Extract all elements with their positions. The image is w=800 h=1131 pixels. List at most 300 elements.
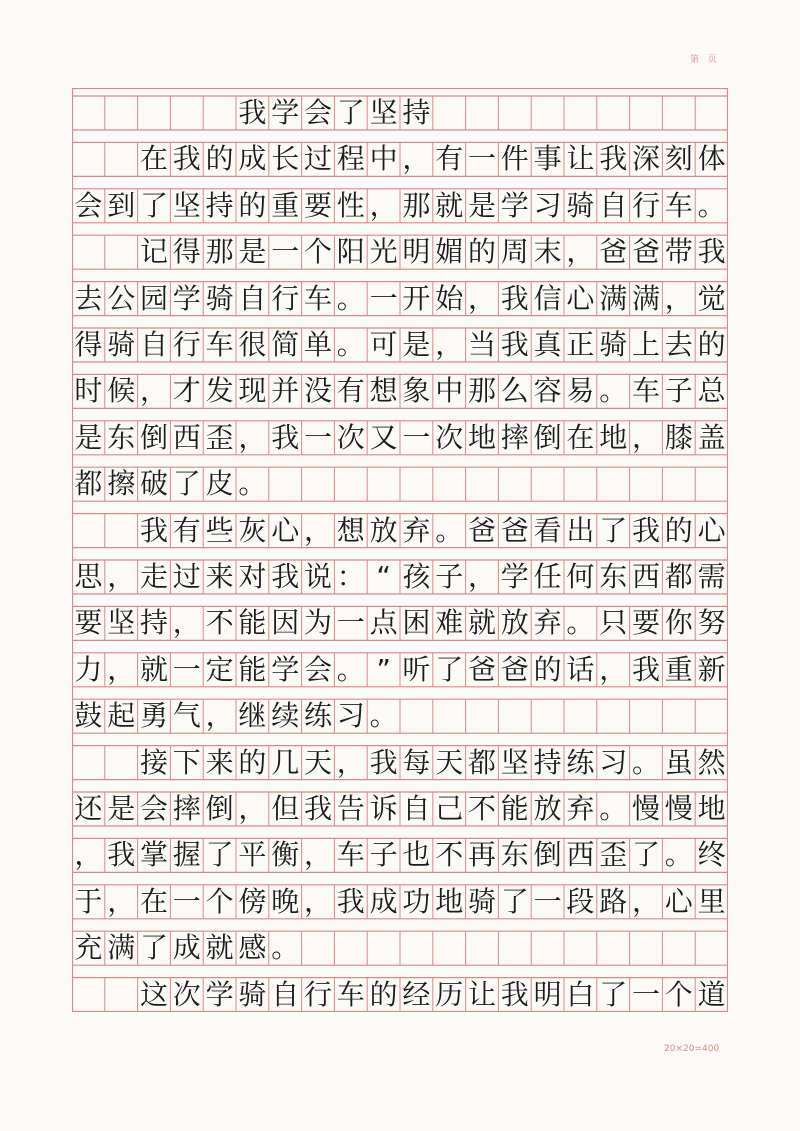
grid-character: 起 [107,699,136,733]
grid-character: 车 [303,281,332,315]
grid-character: 会 [74,188,103,222]
grid-character: 行 [303,977,332,1011]
grid-character: 了 [435,652,464,686]
grid-character: 深 [631,142,660,176]
grid-character: 自 [402,792,431,825]
grid-character: 一 [369,281,398,315]
grid-character: 可 [369,328,398,361]
grid-character: 我 [500,328,529,361]
grid-character: 就 [435,188,464,222]
grid-character: 。 [566,606,595,640]
grid-character: 地 [467,420,496,454]
grid-character: 天 [435,745,464,779]
grid-character: 车 [664,188,693,222]
grid-character: 满 [599,281,628,315]
grid-character: 虽 [664,745,693,779]
grid-character: 长 [271,142,300,176]
grid-character: 开 [402,281,431,315]
grid-character: 一 [467,142,496,176]
grid-character: 骑 [566,188,595,222]
grid-character: 了 [139,931,168,965]
grid-character [105,514,138,548]
grid-character: 。 [271,931,300,965]
grid-character: 。 [599,374,628,408]
grid-character: 习 [336,699,365,733]
grid-character [105,235,138,269]
grid-character: 满 [107,931,136,965]
grid-character: 功 [402,884,431,918]
grid-character: 园 [139,281,168,315]
grid-character: 事 [533,142,562,176]
grid-character: 持 [205,188,234,222]
grid-character: 掌 [139,838,168,872]
grid-character: 当 [467,328,496,361]
grid-character: 骑 [599,328,628,361]
grid-character: 鼓 [74,699,103,733]
grid-character: 勇 [139,699,168,733]
grid-character: 的 [467,235,496,269]
grid-character: 练 [303,699,332,733]
grid-character: 单 [303,328,332,361]
grid-character: 我 [139,513,168,547]
grid-character [72,514,105,548]
grid-character: 末 [533,235,562,269]
grid-character: 子 [664,374,693,408]
grid-character: ， [467,560,496,593]
grid-character: 东 [500,838,529,872]
grid-character: 一 [631,977,660,1011]
grid-character: 的 [533,652,562,686]
grid-character: 走 [139,560,168,593]
grid-character: 一 [303,420,332,454]
grid-character: 学 [205,977,234,1011]
grid-character: ， [172,606,201,640]
grid-character: 自 [271,977,300,1011]
grid-character: 。 [664,838,693,872]
grid-character: 孩 [402,560,431,593]
grid-character: 车 [336,977,365,1011]
grid-character: 的 [369,977,398,1011]
grid-character: 。 [631,745,660,779]
grid-character: ， [205,699,234,733]
grid-character: 就 [205,931,234,965]
grid-character: ， [467,281,496,315]
grid-character: 的 [205,142,234,176]
grid-character: 习 [533,188,562,222]
grid-character: 骑 [238,977,267,1011]
grid-character: 学 [500,560,529,593]
grid-character: 能 [500,792,529,825]
grid-character: 任 [533,560,562,593]
grid-character [72,235,105,269]
grid-character: 简 [271,328,300,361]
grid-character: 的 [697,328,726,361]
grid-character: 时 [74,374,103,408]
grid-character: 学 [172,281,201,315]
grid-character: 又 [369,420,398,454]
grid-character: 放 [500,606,529,640]
grid-character: 会 [303,652,332,686]
grid-character: 才 [172,374,201,408]
grid-character: 我 [500,281,529,315]
grid-character: 气 [172,699,201,733]
grid-character: 车 [631,374,660,408]
grid-character: ， [238,792,267,825]
grid-character: 在 [566,420,595,454]
grid-character: “ [376,560,391,593]
grid-character: 出 [566,513,595,547]
grid-character: 真 [533,328,562,361]
grid-character: 因 [271,606,300,640]
grid-character: 中 [435,374,464,408]
grid-character: 。 [697,188,726,222]
grid-character: 行 [631,188,660,222]
grid-character: 放 [533,792,562,825]
grid-character: 接 [139,745,168,779]
grid-character: 不 [205,606,234,640]
grid-character: ， [107,560,136,593]
grid-character: 歪 [205,420,234,454]
grid-character: 现 [238,374,267,408]
grid-character: 坚 [369,96,398,129]
grid-character: 心 [664,884,693,918]
grid-character: 我 [238,96,267,129]
grid-character: 中 [369,142,398,176]
grid-character: 新 [697,652,726,686]
grid-character: 几 [271,745,300,779]
grid-character: 易 [566,374,595,408]
grid-character: 会 [139,792,168,825]
grid-character: 性 [336,188,365,222]
grid-character: 皮 [205,467,234,501]
grid-character: 子 [435,560,464,593]
grid-character: 困 [402,606,431,640]
grid-character: 的 [238,188,267,222]
grid-character: 得 [172,235,201,269]
grid-character: 弃 [566,792,595,825]
grid-character: ， [435,328,464,361]
grid-character: 感 [238,931,267,965]
grid-character: 些 [205,513,234,547]
grid-character: 行 [271,281,300,315]
grid-character: 这 [139,977,168,1011]
grid-character: ： [336,560,365,593]
grid-character: ， [303,838,332,872]
grid-character: 为 [303,606,332,640]
grid-character: 也 [402,838,431,872]
grid-character: 西 [172,420,201,454]
grid-character: 衡 [271,838,300,872]
grid-character: 东 [107,420,136,454]
grid-character: 爸 [500,513,529,547]
grid-character: 了 [599,513,628,547]
grid-character: 次 [172,977,201,1011]
grid-character: 持 [533,745,562,779]
grid-character: 体 [697,142,726,176]
grid-character: 阳 [336,235,365,269]
grid-character: 自 [139,328,168,361]
grid-character: 继 [238,699,267,733]
grid-character: 我 [271,560,300,593]
grid-character: 。 [599,792,628,825]
grid-character: 自 [238,281,267,315]
grid-character [105,978,138,1012]
grid-character: 要 [631,606,660,640]
grid-character: 行 [172,328,201,361]
grid-character: 想 [369,374,398,408]
grid-character [72,978,105,1012]
grid-character: 就 [467,606,496,640]
grid-character: 的 [664,513,693,547]
page-number-label: 第 页 [690,55,720,65]
grid-character [105,142,138,176]
grid-character: 练 [566,745,595,779]
grid-character: 在 [139,884,168,918]
grid-character: ， [336,745,365,779]
grid-character: 我 [599,142,628,176]
grid-character: 里 [697,884,726,918]
grid-character: ， [107,652,136,686]
grid-character: 灰 [238,513,267,547]
grid-character: 了 [205,838,234,872]
grid-character: 个 [205,884,234,918]
grid-character: 说 [303,560,332,593]
grid-character: 让 [566,142,595,176]
grid-character: 了 [172,467,201,501]
grid-character: 破 [139,467,168,501]
grid-character: 一 [533,884,562,918]
grid-character: 是 [467,188,496,222]
grid-character: 爸 [500,652,529,686]
grid-character: 发 [205,374,234,408]
grid-character: 习 [599,745,628,779]
grid-character: 成 [369,884,398,918]
grid-character: 都 [664,560,693,593]
grid-character: 不 [467,792,496,825]
grid-character: 续 [271,699,300,733]
grid-character: 骑 [467,884,496,918]
grid-character: 我 [303,792,332,825]
grid-character [72,746,105,780]
grid-character: 重 [271,188,300,222]
grid-character: 心 [697,513,726,547]
grid-character: 的 [238,745,267,779]
grid-character: 点 [369,606,398,640]
grid-character: 努 [697,606,726,640]
grid-character: 我 [271,420,300,454]
grid-character: 倒 [533,420,562,454]
grid-character: 经 [402,977,431,1011]
grid-character: 下 [172,745,201,779]
grid-character: 一 [402,420,431,454]
grid-character: 爸 [467,513,496,547]
grid-character: 象 [402,374,431,408]
grid-character: 弃 [402,513,431,547]
grid-character: 一 [172,884,201,918]
grid-character: 想 [336,513,365,547]
grid-character: 倒 [139,420,168,454]
grid-character: 一 [336,606,365,640]
grid-character: ， [631,420,660,454]
grid-character: 告 [336,792,365,825]
grid-character: 放 [369,513,398,547]
grid-character: 擦 [107,467,136,501]
grid-character: 东 [599,560,628,593]
grid-character: 坚 [172,188,201,222]
grid-character: 了 [336,96,365,129]
grid-character: 带 [664,235,693,269]
grid-character: 慢 [664,792,693,825]
grid-character: 满 [631,281,660,315]
grid-character: 定 [205,652,234,686]
grid-character: 慢 [631,792,660,825]
grid-character: 但 [271,792,300,825]
grid-character: 听 [402,652,431,686]
grid-character: ” [376,652,391,686]
grid-character: 摔 [172,792,201,825]
grid-character: ， [107,884,136,918]
grid-character: 么 [500,374,529,408]
grid-character: 然 [697,745,726,779]
grid-character: 力 [74,652,103,686]
grid-character: 学 [500,188,529,222]
grid-character: 倒 [205,792,234,825]
grid-character: 了 [139,188,168,222]
grid-character: 很 [238,328,267,361]
grid-character: ， [631,884,660,918]
grid-character: 是 [238,235,267,269]
grid-character: 自 [599,188,628,222]
grid-character: 那 [402,188,431,222]
grid-character: 路 [599,884,628,918]
grid-character: 次 [336,420,365,454]
grid-character: 心 [566,281,595,315]
grid-character: 没 [303,374,332,408]
grid-character: 刻 [664,142,693,176]
grid-character: 。 [336,652,365,686]
grid-character: 骑 [107,328,136,361]
grid-character: 诉 [369,792,398,825]
grid-character: 觉 [697,281,726,315]
grid-character: 。 [336,281,365,315]
grid-character: 来 [205,560,234,593]
grid-character: 。 [435,513,464,547]
grid-character: 。 [369,699,398,733]
grid-character: ， [402,142,431,176]
grid-character: 我 [697,235,726,269]
grid-character: 我 [336,884,365,918]
grid-character: 还 [74,792,103,825]
grid-character: 候 [107,374,136,408]
grid-character: ， [238,420,267,454]
grid-character: 来 [205,745,234,779]
grid-character: 你 [664,606,693,640]
grid-character: 是 [402,328,431,361]
grid-character: 那 [205,235,234,269]
grid-character: 历 [435,977,464,1011]
grid-character: 歪 [599,838,628,872]
grid-character: 那 [467,374,496,408]
grid-character: 在 [139,142,168,176]
grid-character: 弃 [533,606,562,640]
grid-character: 盖 [697,420,726,454]
grid-character: 能 [238,652,267,686]
grid-character: 只 [599,606,628,640]
grid-character: 一 [271,235,300,269]
grid-character: 光 [369,235,398,269]
grid-character: 西 [566,838,595,872]
grid-character: 何 [566,560,595,593]
grid-character: ， [303,884,332,918]
grid-character: 话 [566,652,595,686]
grid-character: 需 [697,560,726,593]
grid-character: 上 [631,328,660,361]
grid-character: 持 [402,96,431,129]
grid-character: 不 [435,838,464,872]
grid-character: 成 [238,142,267,176]
grid-character: 晚 [271,884,300,918]
grid-character: 充 [74,931,103,965]
grid-character: 成 [172,931,201,965]
grid-character: 己 [435,792,464,825]
grid-character: 我 [369,745,398,779]
grid-character: 过 [303,142,332,176]
grid-character: 去 [74,281,103,315]
grid-character: 去 [664,328,693,361]
grid-count-label: 20×20=400 [664,1044,720,1054]
grid-character: 始 [435,281,464,315]
grid-character: 倒 [533,838,562,872]
grid-character: 让 [467,977,496,1011]
grid-character [105,746,138,780]
grid-character: 于 [74,884,103,918]
grid-character: 媚 [435,235,464,269]
grid-character: 骑 [205,281,234,315]
grid-character: 要 [303,188,332,222]
grid-character: 学 [271,96,300,129]
grid-character: 总 [697,374,726,408]
grid-character: 容 [533,374,562,408]
grid-character: 周 [500,235,529,269]
grid-character: 我 [500,977,529,1011]
grid-character: 件 [500,142,529,176]
grid-character: 地 [697,792,726,825]
grid-character: 。 [238,467,267,501]
grid-character: 信 [533,281,562,315]
grid-character: 学 [271,652,300,686]
grid-character: 正 [566,328,595,361]
grid-character: 车 [336,838,365,872]
grid-character: 终 [697,838,726,872]
grid-character: 能 [238,606,267,640]
grid-character: 摔 [500,420,529,454]
grid-character: 是 [74,420,103,454]
grid-character: 段 [566,884,595,918]
grid-character: 思 [74,560,103,593]
grid-character: 傍 [238,884,267,918]
grid-character: 地 [599,420,628,454]
grid-character: 得 [74,328,103,361]
grid-character: 西 [631,560,660,593]
grid-character: 爸 [631,235,660,269]
grid-character: 看 [533,513,562,547]
grid-character: 坚 [500,745,529,779]
grid-character: 都 [467,745,496,779]
grid-character: 有 [172,513,201,547]
grid-character: 车 [205,328,234,361]
grid-character: 爸 [599,235,628,269]
grid-character: 坚 [107,606,136,640]
